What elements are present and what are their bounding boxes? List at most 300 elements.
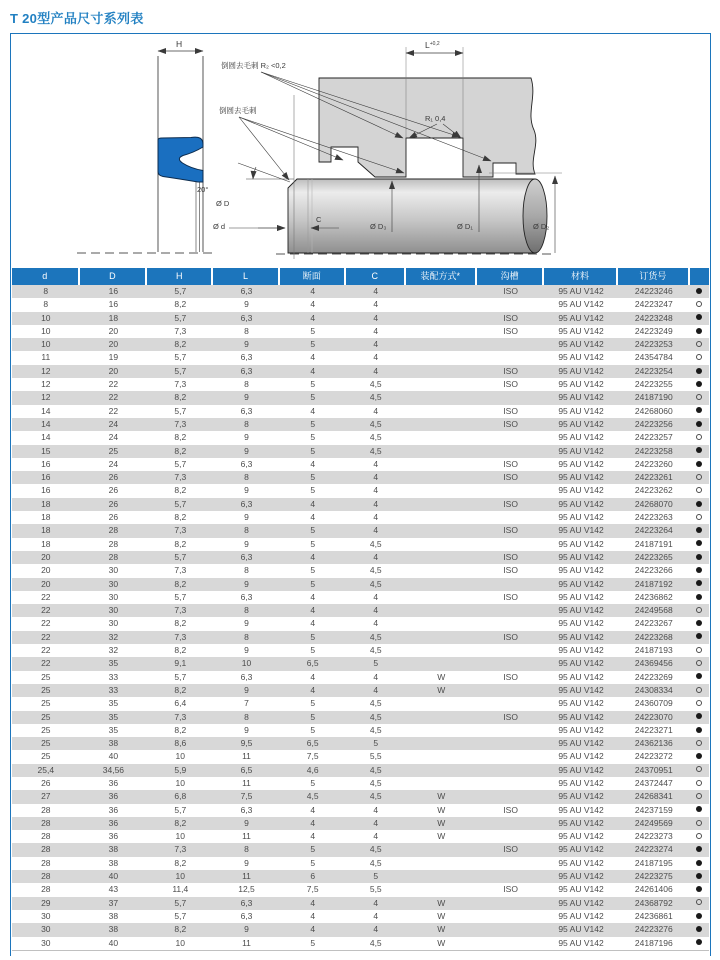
- content-frame: [10, 33, 711, 956]
- cell: [406, 697, 477, 710]
- cell: 25: [41, 738, 51, 749]
- cell: [477, 697, 545, 710]
- cell: [406, 591, 477, 604]
- cell: 24187193: [634, 645, 673, 656]
- cell: 5,7: [174, 591, 187, 602]
- cell: 95 AU V142: [558, 512, 604, 523]
- cell: 19: [108, 352, 119, 363]
- column-header-H: H: [147, 268, 213, 285]
- table-row: [12, 737, 709, 750]
- technical-drawing: [13, 35, 710, 267]
- cell: 8: [43, 286, 49, 296]
- cell: 38: [108, 910, 119, 921]
- table-row: [12, 671, 709, 684]
- cell: 4: [310, 684, 316, 695]
- cell: 12: [41, 379, 51, 390]
- cell: 4: [310, 804, 316, 815]
- cell: 28: [108, 551, 119, 562]
- availability-cell: [690, 631, 709, 644]
- filled-dot-icon: [696, 447, 702, 453]
- open-dot-icon: [696, 394, 702, 400]
- cell: 12,5: [238, 884, 255, 895]
- cell: 95 AU V142: [558, 565, 604, 576]
- cell: 24223258: [634, 445, 673, 456]
- cell: 30: [41, 937, 51, 948]
- cell: 8,6: [174, 738, 187, 749]
- cell: 25,4: [37, 764, 55, 775]
- cell: 4: [310, 671, 316, 682]
- cell: 14: [41, 432, 51, 443]
- table-row: [12, 471, 709, 484]
- table-row: [12, 405, 709, 418]
- cell: 4,5: [369, 565, 382, 576]
- cell: 8: [244, 844, 249, 855]
- cell: 24223276: [634, 924, 673, 935]
- cell: 8,2: [174, 432, 187, 443]
- cell: W: [437, 817, 446, 828]
- cell: 24249568: [634, 605, 673, 616]
- cell: [406, 511, 477, 524]
- availability-cell: [690, 458, 709, 471]
- cell: 4: [310, 405, 316, 416]
- cell: 28: [41, 817, 51, 828]
- cell: 22: [41, 645, 51, 656]
- table-row: [12, 843, 709, 856]
- cell: 4: [310, 897, 316, 908]
- dimension-table: [12, 268, 709, 951]
- cell: 43: [108, 884, 119, 895]
- cell: [406, 471, 477, 484]
- shaft-end-cap: [523, 179, 550, 253]
- filled-dot-icon: [696, 594, 702, 600]
- cell: 4: [373, 684, 379, 695]
- cell: [406, 750, 477, 763]
- cell: [477, 897, 545, 910]
- cell: 24223260: [634, 458, 673, 469]
- cell: 95 AU V142: [558, 498, 604, 509]
- cell: 28: [41, 884, 51, 895]
- cell: ISO: [503, 844, 518, 855]
- cell: 95 AU V142: [558, 458, 604, 469]
- cell: 95 AU V142: [558, 751, 604, 762]
- cell: ISO: [503, 365, 518, 376]
- cell: 4,5: [369, 631, 382, 642]
- cell: 40: [108, 751, 119, 762]
- cell: 28: [41, 804, 51, 815]
- availability-cell: [690, 378, 709, 391]
- cell: 4: [373, 485, 379, 496]
- cell: [477, 764, 545, 777]
- table-row: [12, 697, 709, 710]
- cell: 8,2: [174, 684, 187, 695]
- table-row: [12, 857, 709, 870]
- cell: 32: [108, 645, 119, 656]
- cell: W: [437, 791, 446, 802]
- cell: 6,3: [240, 910, 253, 921]
- cell: 30: [41, 910, 51, 921]
- cell: [477, 511, 545, 524]
- cell: 9: [244, 339, 249, 350]
- shaft-body: [288, 179, 535, 253]
- table-row: [12, 910, 709, 923]
- cell: 95 AU V142: [558, 618, 604, 629]
- table-row: [12, 351, 709, 364]
- cell: 95 AU V142: [558, 485, 604, 496]
- availability-cell: [690, 644, 709, 657]
- cell: 4,5: [369, 777, 382, 788]
- cell: 7,3: [174, 472, 187, 483]
- cell: 95 AU V142: [558, 312, 604, 323]
- table-row: [12, 578, 709, 591]
- cell: 4,5: [369, 724, 382, 735]
- table-row: [12, 431, 709, 444]
- cell: 5,5: [369, 884, 382, 895]
- table-row: [12, 657, 709, 670]
- column-header-d: d: [12, 268, 80, 285]
- cell: 18: [41, 525, 51, 536]
- cell: 4: [373, 365, 379, 376]
- cell: 7,5: [306, 751, 319, 762]
- cell: 5: [310, 844, 316, 855]
- cell: 5: [310, 432, 316, 443]
- filled-dot-icon: [696, 580, 702, 586]
- cell: 6,3: [240, 405, 253, 416]
- cell: 24223269: [634, 671, 673, 682]
- cell: ISO: [503, 379, 518, 390]
- cell: 36: [108, 777, 119, 788]
- cell: 24223256: [634, 418, 673, 429]
- cell: ISO: [503, 472, 518, 483]
- cell: 95 AU V142: [558, 777, 604, 788]
- table-body: [12, 285, 709, 950]
- cell: 95 AU V142: [558, 645, 604, 656]
- cell: 24223253: [634, 339, 673, 350]
- cell: 6,3: [240, 804, 253, 815]
- table-row: [12, 511, 709, 524]
- cell: 5: [310, 857, 316, 868]
- cell: 24223265: [634, 551, 673, 562]
- availability-cell: [690, 591, 709, 604]
- availability-cell: [690, 910, 709, 923]
- open-dot-icon: [696, 487, 702, 493]
- cell: [406, 737, 477, 750]
- cell: 38: [108, 924, 119, 935]
- cell: 95 AU V142: [558, 525, 604, 536]
- cell: 95 AU V142: [558, 684, 604, 695]
- cell: 24223257: [634, 432, 673, 443]
- cell: 11: [242, 831, 251, 842]
- table-row: [12, 897, 709, 910]
- cell: 95 AU V142: [558, 286, 604, 296]
- cell: 95 AU V142: [558, 392, 604, 403]
- cell: 4: [310, 605, 316, 616]
- cell: 5: [310, 392, 316, 403]
- cell: 7,3: [174, 525, 187, 536]
- cell: 24223272: [634, 751, 673, 762]
- cell: [477, 790, 545, 803]
- open-dot-icon: [696, 607, 702, 613]
- cell: 8: [244, 605, 249, 616]
- table-row: [12, 338, 709, 351]
- column-header-L: L: [213, 268, 279, 285]
- availability-cell: [690, 764, 709, 777]
- cell: 95 AU V142: [558, 379, 604, 390]
- table-row: [12, 644, 709, 657]
- open-dot-icon: [696, 740, 702, 746]
- cell: 24223274: [634, 844, 673, 855]
- cell: 5: [310, 418, 316, 429]
- cell: 24268341: [634, 791, 673, 802]
- filled-dot-icon: [696, 368, 702, 374]
- cell: 4: [373, 910, 379, 921]
- cell: 6,3: [240, 498, 253, 509]
- cell: 95 AU V142: [558, 791, 604, 802]
- availability-cell: [690, 471, 709, 484]
- cell: 95 AU V142: [558, 831, 604, 842]
- table-row: [12, 631, 709, 644]
- cell: [406, 391, 477, 404]
- cell: 95 AU V142: [558, 445, 604, 456]
- cell: W: [437, 671, 446, 682]
- cell: 4: [310, 512, 316, 523]
- cell: 4: [373, 312, 379, 323]
- cell: 4: [373, 512, 379, 523]
- cell: 4,5: [369, 711, 382, 722]
- cell: 24223255: [634, 379, 673, 390]
- cell: 38: [108, 844, 119, 855]
- cell: [406, 338, 477, 351]
- cell: 24223275: [634, 871, 673, 882]
- cell: 40: [108, 937, 119, 948]
- cell: 10: [41, 312, 51, 323]
- cell: 6,3: [240, 551, 253, 562]
- cell: 10: [41, 325, 51, 336]
- column-header-C: C: [346, 268, 406, 285]
- open-dot-icon: [696, 700, 702, 706]
- cell: 24237159: [634, 804, 673, 815]
- availability-cell: [690, 937, 709, 950]
- cell: 4,5: [369, 645, 382, 656]
- cell: 18: [41, 538, 51, 549]
- cell: [406, 777, 477, 790]
- cell: 11: [242, 871, 251, 882]
- cell: 95 AU V142: [558, 605, 604, 616]
- cell: 4,5: [369, 538, 382, 549]
- cell: 24223273: [634, 831, 673, 842]
- cell: [406, 298, 477, 311]
- cell: 8: [244, 711, 249, 722]
- cell: [477, 684, 545, 697]
- availability-cell: [690, 870, 709, 883]
- cell: [477, 644, 545, 657]
- cell: 4: [310, 817, 316, 828]
- cell: 5,7: [174, 804, 187, 815]
- table-row: [12, 524, 709, 537]
- cell: 9,1: [174, 658, 187, 669]
- table-row: [12, 445, 709, 458]
- cell: 4,5: [369, 791, 382, 802]
- cell: 40: [108, 871, 119, 882]
- cell: 95 AU V142: [558, 698, 604, 709]
- cell: 27: [41, 791, 51, 802]
- cell: 9: [244, 445, 249, 456]
- table-row: [12, 804, 709, 817]
- cell: 10: [175, 751, 186, 762]
- cell: 4: [310, 352, 316, 363]
- cell: 25: [41, 698, 51, 709]
- filled-dot-icon: [696, 314, 702, 320]
- cell: 26: [108, 512, 119, 523]
- cell: 24223261: [634, 472, 673, 483]
- cell: 29: [41, 897, 51, 908]
- cell: 9: [244, 538, 249, 549]
- cell: [477, 857, 545, 870]
- table-row: [12, 458, 709, 471]
- cell: 11,4: [172, 884, 189, 895]
- cell: 22: [41, 658, 51, 669]
- cell: 10: [175, 831, 186, 842]
- cell: 5: [310, 538, 316, 549]
- cell: 11: [242, 777, 251, 788]
- cell: [406, 843, 477, 856]
- cell: 8,2: [174, 485, 187, 496]
- cell: 38: [108, 857, 119, 868]
- cell: 4: [373, 591, 379, 602]
- filled-dot-icon: [696, 407, 702, 413]
- cell: W: [437, 804, 446, 815]
- cell: ISO: [503, 312, 518, 323]
- cell: 28: [41, 871, 51, 882]
- cell: 24372447: [634, 777, 673, 788]
- open-dot-icon: [696, 899, 702, 905]
- cell: 24223264: [634, 525, 673, 536]
- cell: 4: [373, 817, 379, 828]
- table-row: [12, 564, 709, 577]
- callout-deburr: 倒圆去毛刺: [219, 106, 257, 115]
- cell: 95 AU V142: [558, 884, 604, 895]
- cell: [406, 631, 477, 644]
- cell: 25: [41, 671, 51, 682]
- wiper-seal-profile: [158, 137, 203, 182]
- column-header-D: D: [80, 268, 148, 285]
- cell: W: [437, 924, 446, 935]
- cell: 4,5: [369, 844, 382, 855]
- filled-dot-icon: [696, 806, 702, 812]
- cell: 22: [108, 392, 119, 403]
- availability-cell: [690, 312, 709, 325]
- cell: 9: [244, 857, 249, 868]
- table-row: [12, 817, 709, 830]
- cell: 14: [41, 405, 51, 416]
- cell: 5: [310, 325, 316, 336]
- cell: 8,2: [174, 445, 187, 456]
- table-row: [12, 777, 709, 790]
- cell: 5: [310, 339, 316, 350]
- cell: 30: [108, 578, 119, 589]
- cell: 6,3: [240, 671, 253, 682]
- cell: 33: [108, 671, 119, 682]
- cell: 8,2: [174, 618, 187, 629]
- cell: ISO: [503, 884, 518, 895]
- table-row: [12, 724, 709, 737]
- cell: 4: [310, 551, 316, 562]
- cell: 6,3: [240, 365, 253, 376]
- cell: [406, 578, 477, 591]
- cell: 30: [108, 618, 119, 629]
- cell: 24360709: [634, 698, 673, 709]
- cell: ISO: [503, 325, 518, 336]
- open-dot-icon: [696, 793, 702, 799]
- cell: 15: [41, 445, 51, 456]
- cell: ISO: [503, 498, 518, 509]
- cell: ISO: [503, 565, 518, 576]
- availability-cell: [690, 431, 709, 444]
- cell: 7,3: [174, 711, 187, 722]
- cell: 5,7: [174, 498, 187, 509]
- cell: 28: [41, 844, 51, 855]
- cell: 4: [310, 299, 316, 310]
- filled-dot-icon: [696, 633, 702, 639]
- cell: 5,7: [174, 365, 187, 376]
- cell: 5,5: [369, 751, 382, 762]
- cell: 5: [310, 379, 316, 390]
- availability-cell: [690, 484, 709, 497]
- cell: 8: [244, 379, 249, 390]
- cell: [477, 617, 545, 630]
- cell: 4: [373, 299, 379, 310]
- cell: 9: [244, 924, 249, 935]
- table-row: [12, 764, 709, 777]
- cell: W: [437, 897, 446, 908]
- availability-cell: [690, 418, 709, 431]
- cell: 95 AU V142: [558, 937, 604, 948]
- cell: 6,3: [240, 312, 253, 323]
- availability-cell: [690, 684, 709, 697]
- column-header-订货号: 订货号: [618, 268, 690, 285]
- cell: 20: [108, 339, 119, 350]
- cell: 95 AU V142: [558, 631, 604, 642]
- cell: 26: [41, 777, 51, 788]
- cell: 36: [108, 804, 119, 815]
- cell: W: [437, 684, 446, 695]
- cell: 9: [244, 645, 249, 656]
- cell: 24: [108, 458, 119, 469]
- cell: 24: [108, 432, 119, 443]
- cell: 26: [108, 485, 119, 496]
- availability-cell: [690, 777, 709, 790]
- cell: [406, 498, 477, 511]
- cell: 95 AU V142: [558, 339, 604, 350]
- table-row: [12, 870, 709, 883]
- cell: [477, 777, 545, 790]
- cell: W: [437, 937, 446, 948]
- cell: 5: [373, 871, 379, 882]
- cell: 36: [108, 831, 119, 842]
- cell: 4,5: [369, 379, 382, 390]
- cell: 25: [41, 684, 51, 695]
- callout-deburr-r2: 倒圆去毛刺 R₂ <0,2: [221, 61, 286, 70]
- cell: 95 AU V142: [558, 325, 604, 336]
- table-row: [12, 538, 709, 551]
- cell: 8,2: [174, 512, 187, 523]
- cell: 8,2: [174, 578, 187, 589]
- cell: W: [437, 910, 446, 921]
- cell: 8: [244, 325, 249, 336]
- cell: 24187196: [634, 937, 673, 948]
- availability-cell: [690, 750, 709, 763]
- table-row: [12, 684, 709, 697]
- open-dot-icon: [696, 301, 702, 307]
